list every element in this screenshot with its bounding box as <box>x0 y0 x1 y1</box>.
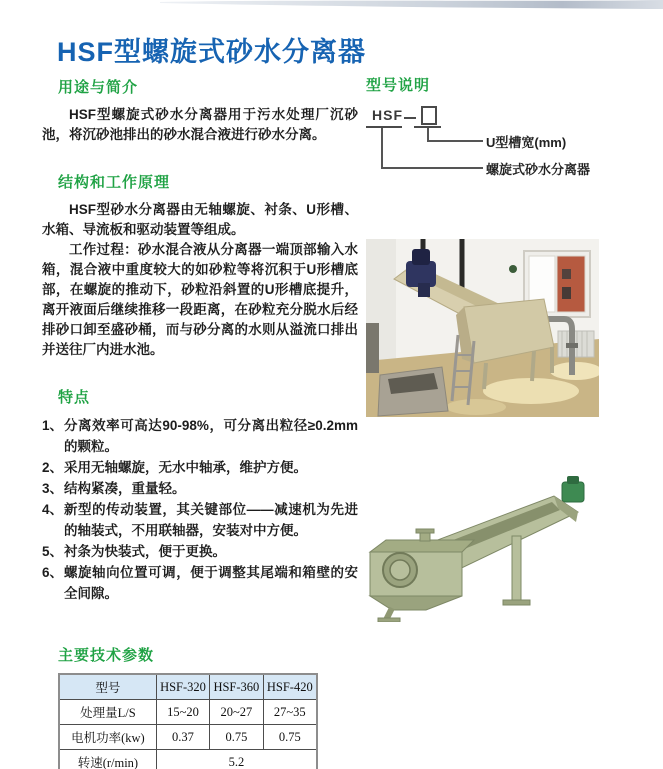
feature-item <box>42 415 358 457</box>
feature-item <box>42 541 358 562</box>
feature-text: 采用无轴螺旋，无水中轴承，维护方便。 <box>64 460 307 475</box>
feature-text: 新型的传动装置，其关键部位——减速机为先进的轴装式，不用联轴器，安装对中方便。 <box>64 502 358 538</box>
feature-item <box>42 457 358 478</box>
feature-text: 分离效率可高达90-98%，可分离出粒径≥0.2mm的颗粒。 <box>64 418 358 454</box>
feature-number: 6、 <box>42 565 64 580</box>
feature-text: 衬条为快装式，便于更换。 <box>64 544 226 559</box>
spec-col-hsf320: HSF-320 <box>156 674 209 700</box>
feature-number: 3、 <box>42 481 64 496</box>
row-label: 电机功率(kw) <box>59 725 156 750</box>
spec-col-hsf360: HSF-360 <box>210 674 263 700</box>
row-label: 转速(r/min) <box>59 750 156 769</box>
left-column <box>42 76 358 769</box>
feature-number: 2、 <box>42 460 64 475</box>
intro-paragraph: HSF型螺旋式砂水分离器用于污水处理厂沉砂池，将沉砂池排出的砂水混合液进行砂水分离。 <box>42 107 358 142</box>
feature-number: 1、 <box>42 418 64 433</box>
table-row-speed <box>59 750 317 769</box>
spec-table <box>58 673 318 769</box>
right-column <box>364 74 634 203</box>
model-dash <box>404 117 416 119</box>
cell-value: 0.37 <box>156 725 209 750</box>
section-heading-features: 特点 <box>58 389 91 406</box>
page-title: HSF型螺旋式砂水分离器 <box>57 37 366 67</box>
cell-value: 27~35 <box>263 700 317 725</box>
spec-col-hsf420: HSF-420 <box>263 674 317 700</box>
feature-item <box>42 562 358 604</box>
model-designation-diagram <box>364 103 634 203</box>
feature-list <box>42 415 358 604</box>
structure-paragraph-1: HSF型砂水分离器由无轴螺旋、衬条、U形槽、水箱、导流板和驱动装置等组成。 <box>42 202 358 237</box>
section-heading-specs: 主要技术参数 <box>58 647 155 664</box>
table-row-capacity <box>59 700 317 725</box>
section-heading-intro: 用途与简介 <box>58 79 139 96</box>
model-connector-bottom <box>381 128 483 169</box>
model-prefix: HSF <box>372 107 403 123</box>
table-row-motor-power <box>59 725 317 750</box>
cell-value: 20~27 <box>210 700 263 725</box>
row-label: 处理量L/S <box>59 700 156 725</box>
top-swoosh-decoration <box>0 0 663 14</box>
spec-table-header-row <box>59 674 317 700</box>
cell-value: 15~20 <box>156 700 209 725</box>
feature-text: 螺旋轴向位置可调，便于调整其尾端和箱壁的安全间隙。 <box>64 565 358 601</box>
model-label-groove-width: U型槽宽(mm) <box>486 135 567 150</box>
separator-product-render <box>362 476 602 622</box>
installed-separator-photo <box>366 239 599 417</box>
model-placeholder-box <box>421 106 437 125</box>
structure-paragraph-2: 工作过程：砂水混合液从分离器一端顶部输入水箱，混合液中重度较大的如砂粒等将沉积于U形槽底部，在螺旋的推动下，砂粒沿斜置的U形槽底提升，离开液面后继续推移一段距离，在砂粒充分脱水后经排砂口卸至盛砂桶，而与砂分离的水则从溢流口排出并送往厂内进水池。 <box>42 242 358 357</box>
model-label-product-name: 螺旋式砂水分离器 <box>486 162 591 177</box>
section-heading-model: 型号说明 <box>366 77 431 94</box>
feature-number: 5、 <box>42 544 64 559</box>
feature-text: 结构紧凑，重量轻。 <box>64 481 186 496</box>
cell-value: 0.75 <box>263 725 317 750</box>
feature-number: 4、 <box>42 502 64 517</box>
feature-item <box>42 499 358 541</box>
cell-value: 0.75 <box>210 725 263 750</box>
section-heading-structure: 结构和工作原理 <box>58 174 171 191</box>
cell-value-merged: 5.2 <box>156 750 317 769</box>
spec-col-model: 型号 <box>59 674 156 700</box>
feature-item <box>42 478 358 499</box>
